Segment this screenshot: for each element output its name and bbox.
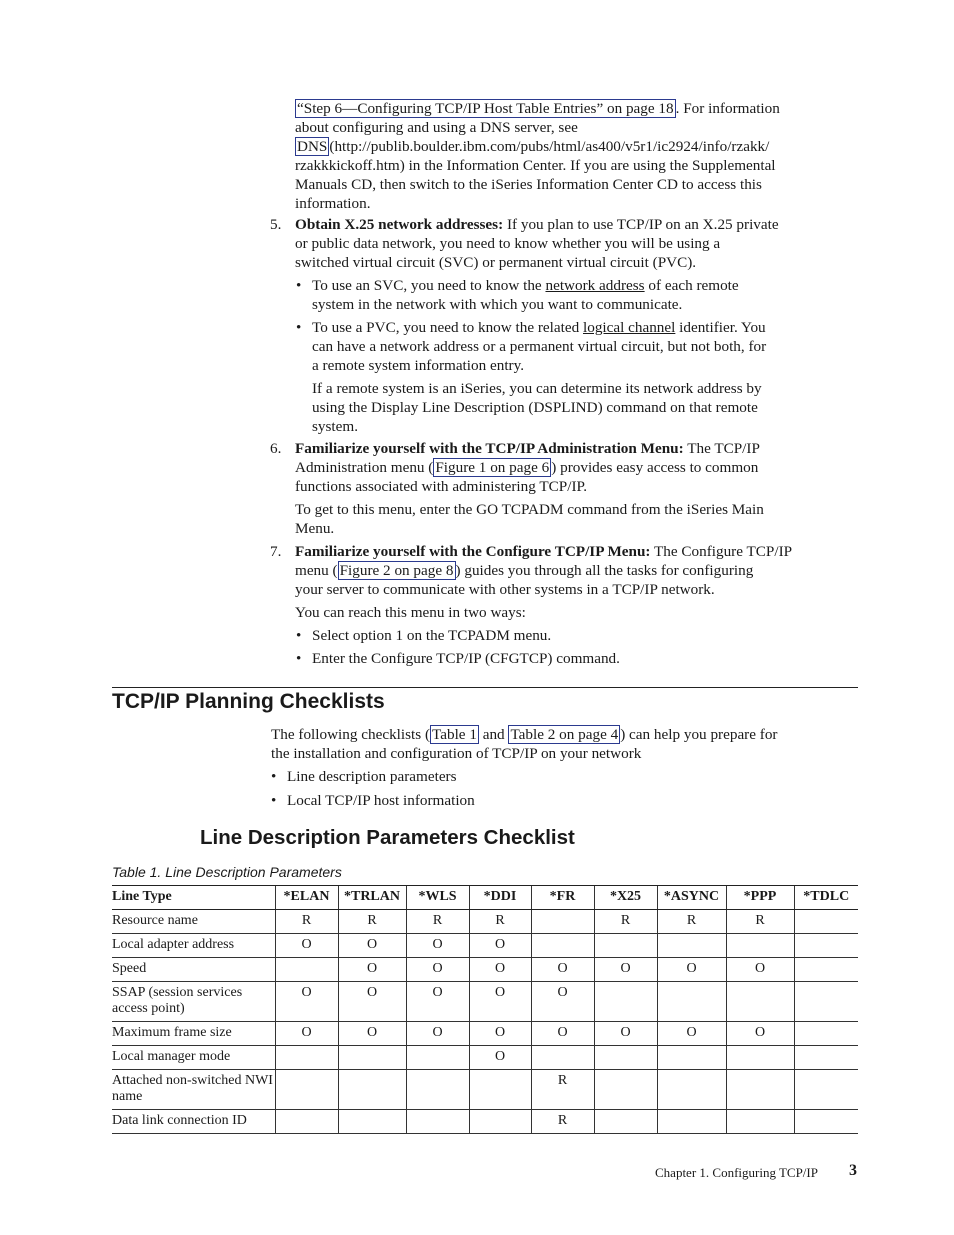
table-cell [657, 982, 726, 1022]
figure-2-link[interactable]: Figure 2 on page 8 [339, 562, 454, 579]
table-cell [726, 1070, 794, 1110]
section-divider [112, 687, 858, 688]
column-header: *FR [531, 886, 594, 910]
table-cell: O [531, 958, 594, 982]
table-caption: Table 1. Line Description Parameters [112, 864, 342, 880]
step-5-note: If a remote system is an iSeries, you can determine its network address by using the Display Line Description (DSPLIND) command on that remote system. [312, 380, 762, 435]
table-cell [726, 982, 794, 1022]
section-bullet-2: Local TCP/IP host information [287, 792, 475, 809]
bullet-marker: • [296, 650, 302, 667]
step-6-text: Familiarize yourself with the TCP/IP Administration Menu: The TCP/IP Administration menu ( Figure 1 on page 6 ) provides easy access to common functions associated with administering TCP/IP. [295, 440, 760, 495]
step-5-bullet-pvc: To use a PVC, you need to know the related logical channel identifier. You can have a network address or a permanent virtual circuit, but not both, for a remote system information entry. [312, 319, 767, 374]
row-label: Speed [112, 958, 275, 982]
table-cell [657, 1046, 726, 1070]
table-cell [594, 1110, 657, 1134]
column-header: Line Type [112, 886, 275, 910]
table-cell: O [338, 934, 406, 958]
table-cell [794, 982, 858, 1022]
table-cell: R [338, 910, 406, 934]
table-1-link[interactable]: Table 1 [432, 726, 477, 743]
table-cell [469, 1070, 531, 1110]
table-row [112, 1070, 858, 1110]
table-cell [726, 934, 794, 958]
table-cell: O [338, 982, 406, 1022]
column-header: *DDI [469, 886, 531, 910]
intro-line-5: Manuals CD, then switch to the iSeries Information Center CD to access this [295, 176, 762, 193]
column-header: *TDLC [794, 886, 858, 910]
table-row [112, 934, 858, 958]
table-cell [594, 1070, 657, 1110]
table-body [112, 910, 858, 1134]
table-cell [726, 1046, 794, 1070]
table-cell: O [657, 958, 726, 982]
step-7-text: Familiarize yourself with the Configure TCP/IP Menu: The Configure TCP/IP menu ( Figure 2 on page 8 ) guides you through all the tasks for configuring your server to communicate with other systems in a TCP/IP network. [295, 543, 793, 598]
table-cell [275, 1070, 338, 1110]
table-cell: O [657, 1022, 726, 1046]
step-6-number: 6. [270, 440, 282, 457]
row-label: SSAP (session services access point) [112, 982, 275, 1022]
row-label: Local manager mode [112, 1046, 275, 1070]
table-cell: O [469, 1046, 531, 1070]
intro-line-6: information. [295, 195, 371, 212]
table-cell [594, 934, 657, 958]
section-title: TCP/IP Planning Checklists [112, 690, 385, 713]
table-cell: O [531, 1022, 594, 1046]
section-intro: The following checklists ( Table 1 and Table 2 on page 4 ) can help you prepare for the installation and configuration of TCP/IP on your network [271, 726, 778, 762]
intro-line-3: DNS (http://publib.boulder.ibm.com/pubs/html/as400/v5r1/ic2924/info/rzakk/ [297, 138, 770, 155]
step6-link[interactable]: “Step 6—Configuring TCP/IP Host Table Entries” on page 18 [297, 100, 674, 117]
table-cell: R [531, 1110, 594, 1134]
step-7-bullet-2: Enter the Configure TCP/IP (CFGTCP) command. [312, 650, 620, 667]
table-cell: R [657, 910, 726, 934]
table-cell: R [726, 910, 794, 934]
column-header: *TRLAN [338, 886, 406, 910]
step-7-para-2: You can reach this menu in two ways: [295, 604, 526, 621]
table-cell [338, 1046, 406, 1070]
table-cell: O [726, 1022, 794, 1046]
table-cell [531, 1046, 594, 1070]
table-cell: O [406, 982, 469, 1022]
table-row [112, 982, 858, 1022]
table-cell [594, 982, 657, 1022]
table-cell [657, 934, 726, 958]
table-cell: O [594, 958, 657, 982]
network-address-term: network address [545, 277, 645, 294]
table-cell [338, 1110, 406, 1134]
step-5-number: 5. [270, 216, 282, 233]
table-cell: R [406, 910, 469, 934]
table-cell [657, 1110, 726, 1134]
figure-1-link[interactable]: Figure 1 on page 6 [435, 459, 550, 476]
step-5-heading: Obtain X.25 network addresses: [295, 216, 504, 233]
column-header: *ASYNC [657, 886, 726, 910]
intro-line-4: rzakkkickoff.htm) in the Information Center. If you are using the Supplemental [295, 157, 776, 174]
bullet-marker: • [296, 627, 302, 644]
row-label: Maximum frame size [112, 1022, 275, 1046]
table-cell: O [406, 958, 469, 982]
table-row [112, 910, 858, 934]
table-cell: R [531, 1070, 594, 1110]
section-bullet-1: Line description parameters [287, 768, 457, 785]
table-cell: R [275, 910, 338, 934]
step-7-number: 7. [270, 543, 282, 560]
table-cell: O [338, 1022, 406, 1046]
bullet-marker: • [296, 277, 302, 294]
dns-link[interactable]: DNS [297, 138, 328, 155]
footer-chapter: Chapter 1. Configuring TCP/IP [655, 1165, 818, 1180]
table-2-link[interactable]: Table 2 on page 4 [510, 726, 619, 743]
column-header: *X25 [594, 886, 657, 910]
table-header-row [112, 886, 858, 910]
page-number: 3 [849, 1162, 857, 1179]
logical-channel-term: logical channel [583, 319, 676, 336]
step-6-para-2: To get to this menu, enter the GO TCPADM command from the iSeries Main Menu. [295, 501, 764, 537]
table-row [112, 1110, 858, 1134]
table-cell [594, 1046, 657, 1070]
column-header: *PPP [726, 886, 794, 910]
row-label: Attached non-switched NWI name [112, 1070, 275, 1110]
table-cell [794, 1046, 858, 1070]
table-cell: O [531, 982, 594, 1022]
table-cell: O [469, 958, 531, 982]
table-cell [726, 1110, 794, 1134]
line-description-table [112, 885, 858, 1134]
table-cell [469, 1110, 531, 1134]
bullet-marker: • [271, 792, 277, 809]
table-cell: O [338, 958, 406, 982]
table-cell [794, 1022, 858, 1046]
row-label: Local adapter address [112, 934, 275, 958]
table-cell: O [275, 934, 338, 958]
step-7-bullet-1: Select option 1 on the TCPADM menu. [312, 627, 552, 644]
table-cell [794, 1110, 858, 1134]
intro-line-2: about configuring and using a DNS server, see [295, 119, 578, 136]
table-row [112, 1022, 858, 1046]
step-5-bullet-svc: To use an SVC, you need to know the network address of each remote system in the network with which you want to communicate. [312, 277, 739, 313]
table-cell: O [406, 1022, 469, 1046]
step-5-text: Obtain X.25 network addresses: If you plan to use TCP/IP on an X.25 private or public data network, you need to know whether you will be using a switched virtual circuit (SVC) or permanent virtual circuit (PVC). [295, 216, 779, 271]
table-cell [531, 934, 594, 958]
table-cell: R [469, 910, 531, 934]
table-cell [794, 1070, 858, 1110]
table-cell [406, 1110, 469, 1134]
table-cell: O [726, 958, 794, 982]
step-6-heading: Familiarize yourself with the TCP/IP Administration Menu: [295, 440, 684, 457]
table-cell: O [469, 982, 531, 1022]
table-cell: O [469, 934, 531, 958]
table-cell [275, 1046, 338, 1070]
intro-line-1: “Step 6—Configuring TCP/IP Host Table Entries” on page 18 . For information [297, 100, 780, 117]
table-cell: O [594, 1022, 657, 1046]
intro-paragraph [295, 99, 870, 213]
step-7-heading: Familiarize yourself with the Configure TCP/IP Menu: [295, 543, 651, 560]
table-cell: O [275, 1022, 338, 1046]
table-cell [338, 1070, 406, 1110]
table-cell: O [275, 982, 338, 1022]
table-cell [794, 934, 858, 958]
bullet-marker: • [271, 768, 277, 785]
table-cell: O [406, 934, 469, 958]
table-cell [531, 910, 594, 934]
table-cell [275, 958, 338, 982]
table-cell: R [594, 910, 657, 934]
table-cell [794, 910, 858, 934]
row-label: Data link connection ID [112, 1110, 275, 1134]
table-row [112, 958, 858, 982]
table-row [112, 1046, 858, 1070]
subsection-title: Line Description Parameters Checklist [200, 826, 575, 849]
table-cell: O [469, 1022, 531, 1046]
bullet-marker: • [296, 319, 302, 336]
table-cell [794, 958, 858, 982]
column-header: *ELAN [275, 886, 338, 910]
column-header: *WLS [406, 886, 469, 910]
table-cell [657, 1070, 726, 1110]
table-cell [275, 1110, 338, 1134]
table-cell [406, 1070, 469, 1110]
table-cell [406, 1046, 469, 1070]
row-label: Resource name [112, 910, 275, 934]
